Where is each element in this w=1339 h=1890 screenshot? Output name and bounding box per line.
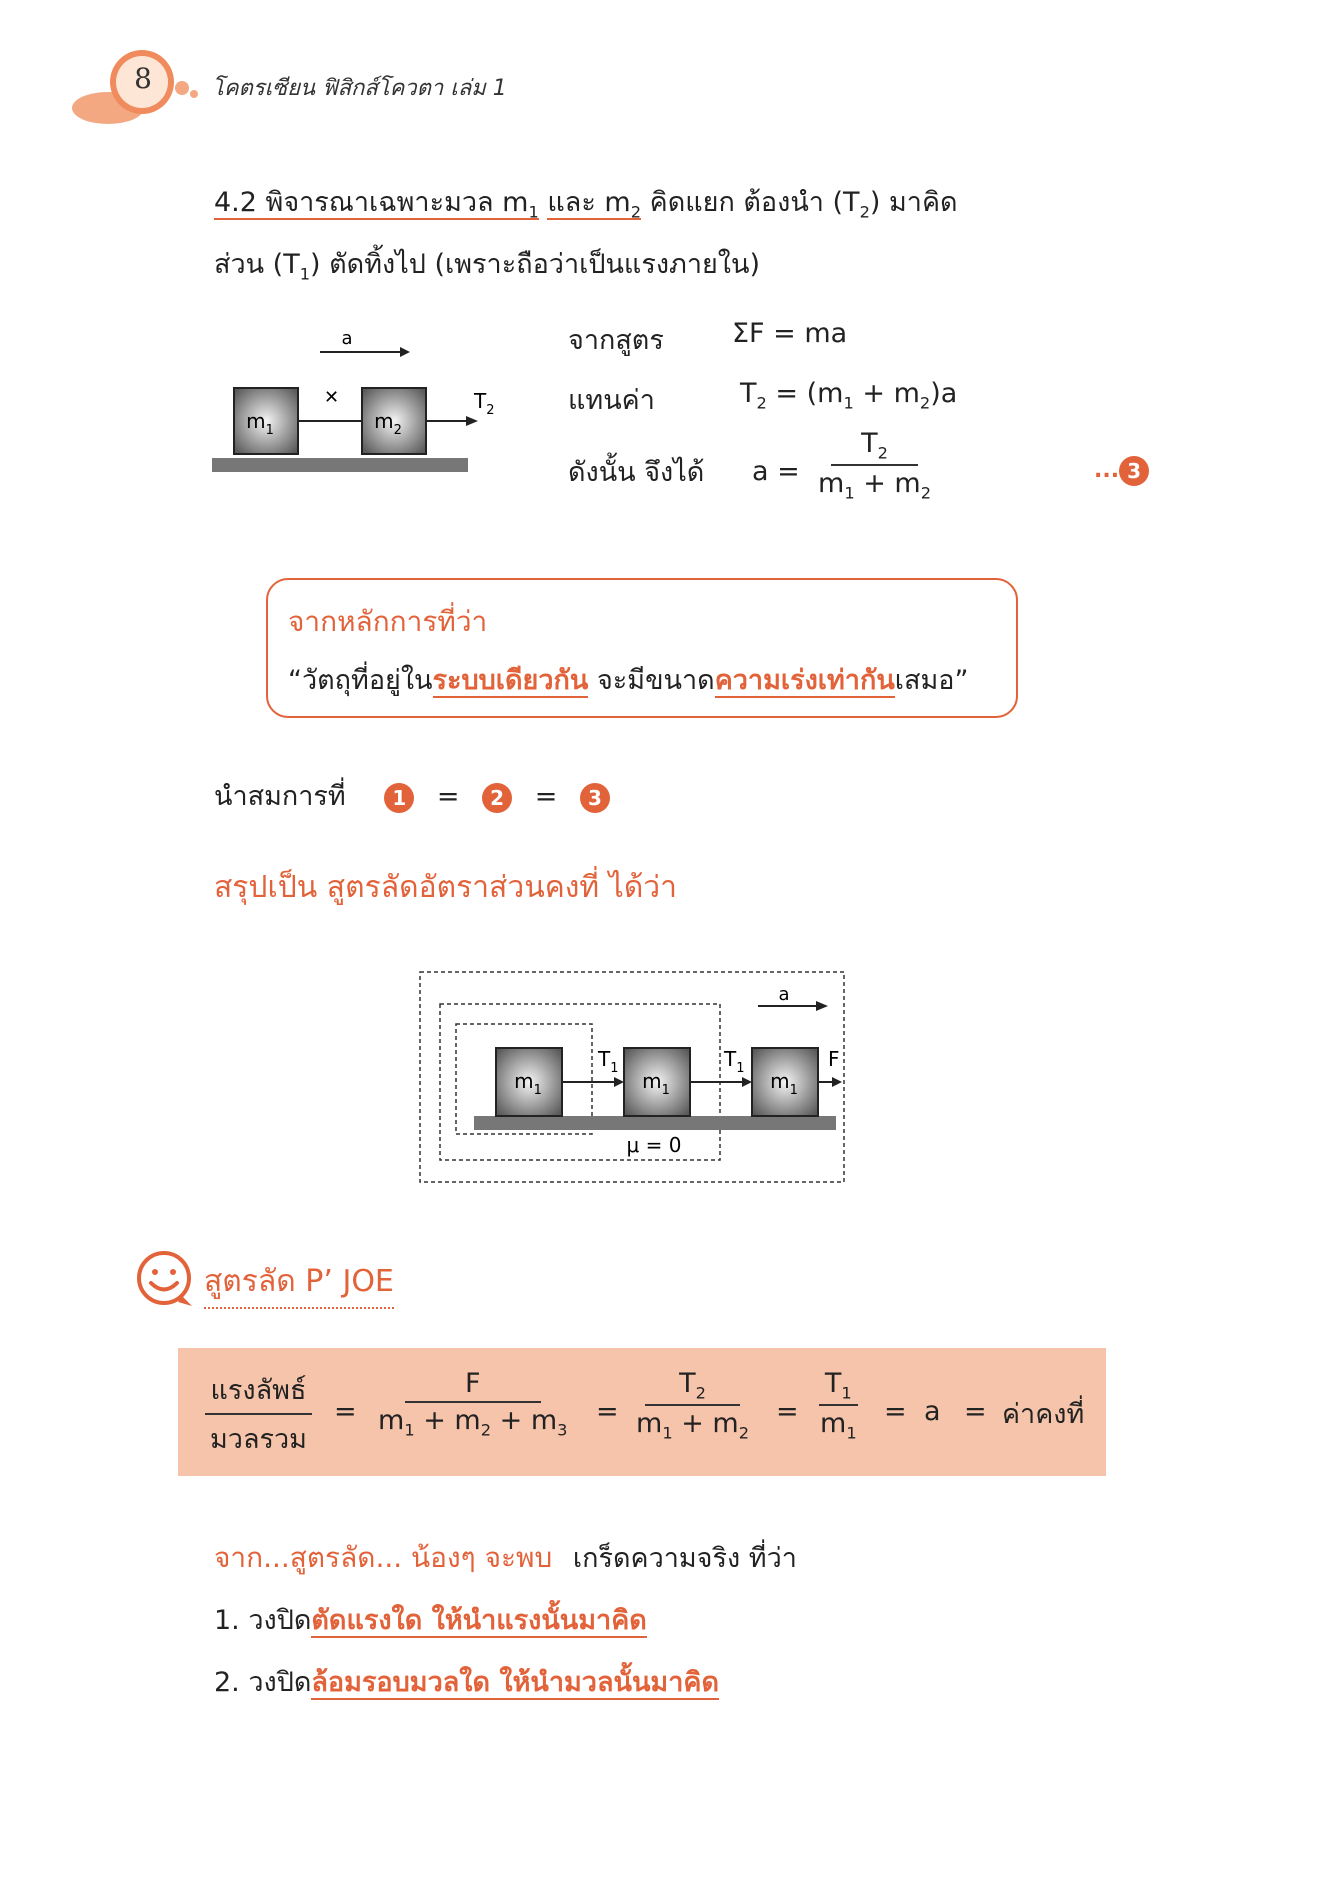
ground bbox=[474, 1116, 836, 1130]
formula-box: $\frac{\text{แรงลัพธ์}}{\text{มวลรวม}}$ = $\frac{F}{m_1 + m_2 + m_3}$ = $\frac{T_2}{m_1 + m_2}$ = $\frac{T_1}{m_1}$ = a = ค่าคงที่ bbox=[178, 1348, 1106, 1476]
ground bbox=[212, 458, 468, 472]
and-mass2: และ $m_2$ bbox=[547, 187, 642, 222]
eq-row-3-lhs: a = bbox=[752, 456, 800, 487]
section-line-1: 4.2 พิจารณาเฉพาะมวล $m_1$ และ $m_2$ คิดแยก ต้องนำ $(T_2)$ มาคิด bbox=[214, 187, 958, 222]
eq-row-2-label: แทนค่า bbox=[568, 385, 655, 416]
svg-text:m1: $m_1$ bbox=[514, 1069, 542, 1098]
tip-item-1: 1. วงปิดตัดแรงใด ให้นำแรงนั้นมาคิด bbox=[214, 1605, 647, 1636]
book-title: โคตรเซียน ฟิสิกส์โควตา เล่ม 1 bbox=[212, 76, 507, 101]
svg-text:T1: $T_1$ bbox=[598, 1047, 619, 1076]
section-line-2: ส่วน $(T_1)$ ตัดทิ้งไป (เพราะถือว่าเป็นแรงภายใน) bbox=[214, 249, 760, 284]
two-mass-diagram bbox=[212, 318, 512, 488]
formula-lhs: $\frac{\text{แรงลัพธ์}}{\text{มวลรวม}}$ bbox=[204, 1368, 313, 1460]
formula-f-fraction: $\frac{F}{m_1 + m_2 + m_3}$ bbox=[378, 1368, 568, 1440]
pjoe-title: สูตรลัด P’ JOE bbox=[204, 1258, 394, 1309]
force-label: F bbox=[828, 1047, 840, 1071]
formula-t1-fraction: $\frac{T_1}{m_1}$ bbox=[820, 1368, 857, 1443]
consider-masses: 4.2 พิจารณาเฉพาะมวล $m_1$ bbox=[214, 187, 539, 222]
eq-row-3-fraction: $\frac{T_2}{m_1 + m_2}$ bbox=[818, 428, 932, 503]
principle-quote: “วัตถุที่อยู่ในระบบเดียวกัน จะมีขนาดความเร่งเท่ากันเสมอ” bbox=[288, 665, 969, 696]
tip-item-2: 2. วงปิดล้อมรอบมวลใด ให้นำมวลนั้นมาคิด bbox=[214, 1667, 719, 1698]
mass-block-2 bbox=[362, 388, 426, 454]
friction-label: μ = 0 bbox=[626, 1133, 682, 1157]
three-mass-diagram bbox=[418, 970, 848, 1190]
svg-text:T1: $T_1$ bbox=[724, 1047, 745, 1076]
smiley-icon bbox=[134, 1248, 196, 1310]
eq-row-2-formula: $T_2 = (m_1 + m_2)a$ bbox=[740, 378, 958, 413]
eq-row-3-label: ดังนั้น จึงได้ bbox=[568, 457, 705, 488]
formula-t2-fraction: $\frac{T_2}{m_1 + m_2}$ bbox=[636, 1368, 750, 1443]
svg-text:m1: $m_1$ bbox=[770, 1069, 798, 1098]
principle-box bbox=[266, 578, 1018, 718]
mass-block-1 bbox=[234, 388, 298, 454]
page-header bbox=[70, 42, 670, 132]
svg-text:m2: $m_2$ bbox=[374, 409, 402, 438]
tips-intro: จาก...สูตรลัด... น้องๆ จะพบ เกร็ดความจริง ที่ว่า bbox=[214, 1541, 797, 1574]
svg-text:m1: $m_1$ bbox=[642, 1069, 670, 1098]
accel-label: a bbox=[778, 984, 790, 1005]
accel-label: a bbox=[341, 328, 353, 349]
svg-text:T2: $T_2$ bbox=[474, 389, 495, 418]
principle-title: จากหลักการที่ว่า bbox=[288, 605, 488, 638]
equation-chain: นำสมการที่ 1 = 2 = 3 bbox=[214, 774, 610, 817]
svg-text:m1: $m_1$ bbox=[246, 409, 274, 438]
eq-row-1-formula: ΣF = ma bbox=[732, 318, 848, 349]
summary-heading: สรุปเป็น สูตรลัดอัตราส่วนคงที่ ได้ว่า bbox=[214, 870, 677, 905]
equation-tag-3: ... 3 bbox=[1094, 456, 1149, 486]
page-number: 8 bbox=[134, 62, 152, 95]
cut-mark: ✕ bbox=[324, 387, 340, 408]
eq-row-1: จากสูตร bbox=[568, 325, 664, 356]
formula-a: a bbox=[924, 1396, 941, 1427]
formula-constant: ค่าคงที่ bbox=[1002, 1399, 1085, 1430]
